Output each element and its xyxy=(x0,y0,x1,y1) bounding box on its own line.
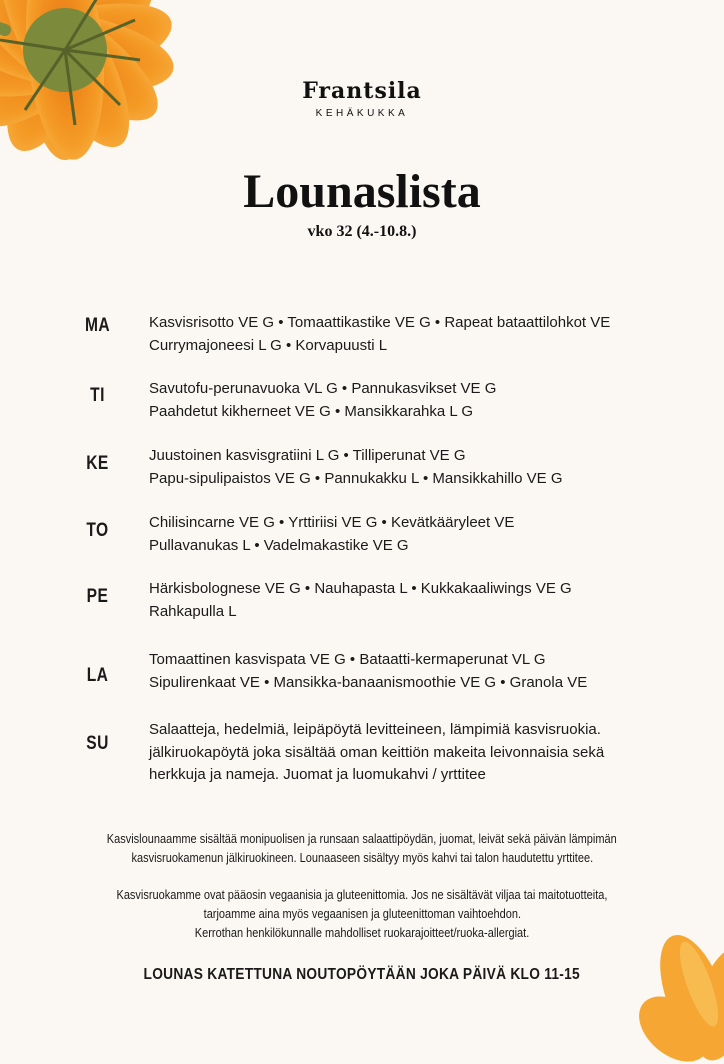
footer-text: Kerrothan henkilökunnalle mahdolliset ruokarajoitteet/ruoka-allergiat. xyxy=(194,926,530,940)
dish-line: Savutofu-perunavuoka VL G • Pannukasvikset VE G xyxy=(149,380,497,397)
dish-line: Currymajoneesi L G • Korvapuusti L xyxy=(149,336,388,354)
day-dishes xyxy=(149,719,669,787)
dish-line: jälkiruokapöytä joka sisältää oman keittiön makeita leivonnaisia sekä xyxy=(149,743,605,761)
brand-name: Frantsila xyxy=(302,78,422,104)
footer-info-lunch xyxy=(0,830,724,868)
footer-info-diet xyxy=(0,886,724,943)
page-title: Lounaslista xyxy=(243,165,481,218)
dish-line: Tomaattinen kasvispata VE G • Bataatti-kermaperunat VL G xyxy=(149,651,546,668)
footer-text: Kasvislounaamme sisältää monipuolisen ja runsaan salaattipöydän, juomat, leivät sekä päivän lämpimän xyxy=(107,832,617,846)
day-label: LA xyxy=(86,665,109,686)
dish-line: Papu-sipulipaistos VE G • Pannukakku L • Mansikkahillo VE G xyxy=(149,469,563,487)
dish-line: Kasvisrisotto VE G • Tomaattikastike VE G • Rapeat bataattilohkot VE xyxy=(149,314,611,331)
day-label: TO xyxy=(86,520,109,541)
dish-line: Rahkapulla L xyxy=(149,602,237,620)
day-dishes xyxy=(149,312,669,357)
day-label: PE xyxy=(86,586,109,607)
dish-line: Paahdetut kikherneet VE G • Mansikkarahka L G xyxy=(149,402,474,420)
day-dishes xyxy=(149,649,669,694)
dish-line: Salaatteja, hedelmiä, leipäpöytä levitteineen, lämpimiä kasvisruokia. xyxy=(149,721,601,738)
brand-tagline: KEHÄKUKKA xyxy=(315,108,409,119)
dish-line: Pullavanukas L • Vadelmakastike VE G xyxy=(149,536,409,554)
day-label: TI xyxy=(90,385,105,406)
brand-logo xyxy=(0,78,724,119)
footer-text: kasvisruokamenun jälkiruokineen. Lounaaseen sisältyy myös kahvi tai talon haudutettu yrttitee. xyxy=(131,851,593,865)
dish-line: Chilisincarne VE G • Yrttiriisi VE G • Kevätkääryleet VE xyxy=(149,514,515,531)
day-dishes xyxy=(149,445,669,490)
day-dishes xyxy=(149,378,669,423)
footer-text: tarjoamme aina myös vegaanisen ja gluteenittoman vaihtoehdon. xyxy=(203,907,521,921)
dish-line: Sipulirenkaat VE • Mansikka-banaanismoothie VE G • Granola VE xyxy=(149,673,588,691)
dish-line: Härkisbolognese VE G • Nauhapasta L • Kukkakaaliwings VE G xyxy=(149,580,572,597)
dish-line: herkkuja ja nameja. Juomat ja luomukahvi / yrttitee xyxy=(149,766,486,783)
dish-line: Juustoinen kasvisgratiini L G • Tilliperunat VE G xyxy=(149,447,466,464)
day-label: SU xyxy=(86,733,109,754)
serving-hours xyxy=(0,966,724,984)
week-subtitle: vko 32 (4.-10.8.) xyxy=(307,223,417,240)
day-dishes xyxy=(149,578,669,623)
day-dishes xyxy=(149,512,669,557)
footer-text: Kasvisruokamme ovat pääosin vegaanisia ja gluteenittomia. Jos ne sisältävät viljaa tai maitotuotteita, xyxy=(116,888,608,902)
day-label: KE xyxy=(86,453,109,474)
serving-hours-text: LOUNAS KATETTUNA NOUTOPÖYTÄÄN JOKA PÄIVÄ KLO 11-15 xyxy=(143,966,581,983)
day-label: MA xyxy=(84,315,111,336)
